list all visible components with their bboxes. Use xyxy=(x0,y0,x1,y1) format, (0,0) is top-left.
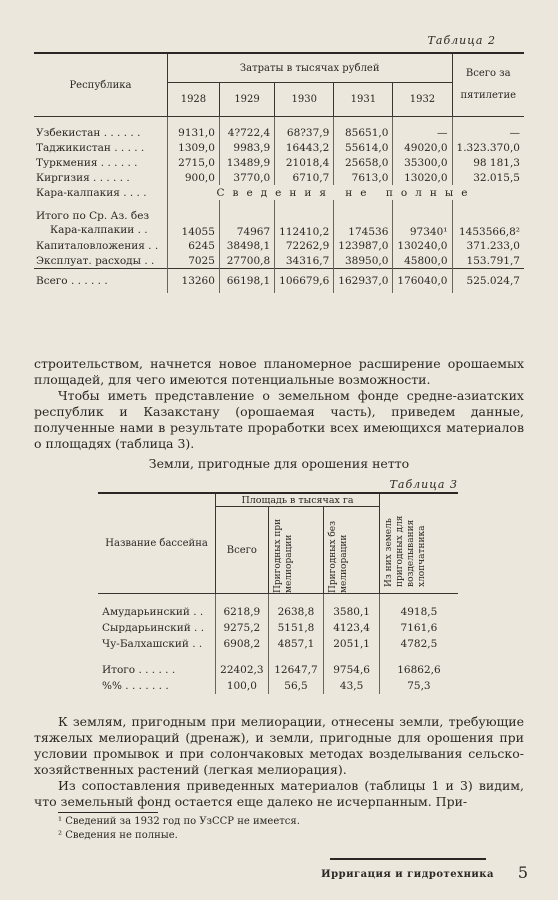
row-name: Сырдарьинский . . xyxy=(98,620,216,636)
table-row xyxy=(34,208,524,238)
table-row xyxy=(34,185,524,200)
row-value: 35300,0 xyxy=(393,155,452,170)
row-value: 3580,1 xyxy=(324,604,379,620)
row-value: 9983,9 xyxy=(219,140,274,155)
row-value: 4857,1 xyxy=(268,636,324,652)
row-value: 21018,4 xyxy=(275,155,334,170)
row-value: 106679,6 xyxy=(275,269,334,294)
row-value: 2638,8 xyxy=(268,604,324,620)
page-number: 5 xyxy=(517,863,528,882)
header-basin: Название бассейна xyxy=(98,494,216,594)
row-value: 14055 xyxy=(167,208,219,238)
lands-table xyxy=(98,494,458,694)
row-value: 1453566,8² xyxy=(459,226,520,238)
row-value: 38498,1 xyxy=(219,238,274,253)
row-value: — xyxy=(393,125,452,140)
table-row xyxy=(98,678,458,694)
row-value: 2715,0 xyxy=(167,155,219,170)
table-row xyxy=(98,662,458,678)
row-value: 66198,1 xyxy=(219,269,274,294)
table-row xyxy=(34,170,524,185)
row-value: 32.015,5 xyxy=(473,171,520,184)
row-value: 55614,0 xyxy=(334,140,393,155)
row-value: 4123,4 xyxy=(324,620,379,636)
header-year: 1928 xyxy=(167,83,219,117)
table-row xyxy=(98,620,458,636)
row-value: 75,3 xyxy=(407,680,431,692)
row-value: 6218,9 xyxy=(216,604,268,620)
header-area: Площадь в тысячах га xyxy=(216,494,380,507)
row-value: 56,5 xyxy=(268,678,324,694)
row-value: 85651,0 xyxy=(334,125,393,140)
row-value: 45800,0 xyxy=(393,253,452,269)
row-value: 49020,0 xyxy=(393,140,452,155)
table3-caption: Таблица 3 xyxy=(389,478,458,491)
footer-rule xyxy=(330,858,486,860)
row-value: 27700,8 xyxy=(219,253,274,269)
row-value: 4782,5 xyxy=(400,638,438,650)
row-value: 7025 xyxy=(167,253,219,269)
row-value: 68?37,9 xyxy=(275,125,334,140)
paragraph-2: Чтобы иметь представление о земельном фонде средне-азиатских республик и Казакстану (орошаемая часть), приведем данные, полученные нами в результате проработки всех имеющихся материалов о площадях (таблица 3). xyxy=(34,388,524,451)
row-value: 34316,7 xyxy=(275,253,334,269)
row-value: 130240,0 xyxy=(393,238,452,253)
row-value: 4918,5 xyxy=(400,606,438,618)
row-name: Капиталовложения . . xyxy=(34,238,167,253)
row-name: %% . . . . . . . xyxy=(98,678,216,694)
table-row xyxy=(34,155,524,170)
row-value: 6710,7 xyxy=(275,170,334,185)
table-row xyxy=(34,238,524,253)
row-value: 97340¹ xyxy=(393,208,452,238)
row-value: 6245 xyxy=(167,238,219,253)
row-value: 12647,7 xyxy=(268,662,324,678)
row-value: 371.233,0 xyxy=(466,239,520,252)
row-value: 153.791,7 xyxy=(466,254,520,267)
row-value: 7613,0 xyxy=(334,170,393,185)
header-with-melioration: Пригодных при мелиорации xyxy=(268,507,324,594)
row-value: 74967 xyxy=(219,208,274,238)
header-year: 1932 xyxy=(393,83,452,117)
row-name: Таджикистан . . . . . xyxy=(34,140,167,155)
header-costs: Затраты в тысячах рублей xyxy=(167,54,452,83)
table-row xyxy=(98,636,458,652)
row-value: 174536 xyxy=(334,208,393,238)
costs-table xyxy=(34,54,524,293)
row-value: 4?722,4 xyxy=(219,125,274,140)
row-value: 13489,9 xyxy=(219,155,274,170)
row-value: 9754,6 xyxy=(324,662,379,678)
row-value: 5151,8 xyxy=(268,620,324,636)
row-value: 1.323.370,0 xyxy=(456,141,520,154)
row-name: Эксплуат. расходы . . xyxy=(34,253,167,269)
table3-heading: Земли, пригодные для орошения нетто xyxy=(148,456,410,471)
row-value: 900,0 xyxy=(167,170,219,185)
row-name: Киргизия . . . . . . xyxy=(34,170,167,185)
paragraph-3: К землям, пригодным при мелиорации, отнесены земли, требующие тяжелых мелиораций (дренаж), и земли, пригодные для орошения при условии промывок и при солончаковых методах возделывания сельско-хозяйственных растений (легкая мелиорация). xyxy=(34,714,524,777)
row-value: 9131,0 xyxy=(167,125,219,140)
row-value: 72262,9 xyxy=(275,238,334,253)
paragraph-4: Из сопоставления приведенных материалов (таблицы 1 и 3) видим, что земельный фонд остается еще далеко не исчерпанным. При- xyxy=(34,778,524,809)
row-name-line-2: Кара-калпакии . . xyxy=(50,224,148,236)
table-row xyxy=(34,253,524,269)
row-value: 162937,0 xyxy=(334,269,393,294)
row-value: 3770,0 xyxy=(219,170,274,185)
row-value: 16862,6 xyxy=(397,664,441,676)
row-name: Кара-калпакия . . . . xyxy=(34,185,167,200)
row-name: Всего . . . . . . xyxy=(34,269,167,294)
row-value: 100,0 xyxy=(216,678,268,694)
row-value: 43,5 xyxy=(324,678,379,694)
footnote-rule xyxy=(58,812,158,813)
table-row xyxy=(34,140,524,155)
header-without-melioration: Пригодных без мелиорации xyxy=(324,507,379,594)
row-value: 6908,2 xyxy=(216,636,268,652)
table2-caption: Таблица 2 xyxy=(427,34,496,47)
row-value: 16443,2 xyxy=(275,140,334,155)
row-name: Чу-Балхашский . . xyxy=(98,636,216,652)
table-row xyxy=(34,125,524,140)
incomplete-note: Сведения не полные xyxy=(216,186,476,199)
row-value: 2051,1 xyxy=(324,636,379,652)
row-value: 112410,2 xyxy=(275,208,334,238)
header-republic: Республика xyxy=(34,54,167,117)
running-footer: Ирригация и гидротехника xyxy=(321,869,494,880)
header-year: 1929 xyxy=(219,83,274,117)
table-row xyxy=(98,604,458,620)
row-name: Туркмения . . . . . . xyxy=(34,155,167,170)
row-value: 25658,0 xyxy=(334,155,393,170)
paragraph-1: строительством, начнется новое планомерное расширение орошаемых площадей, для чего имеются потенциальные возможности. xyxy=(34,356,524,387)
row-value: 13260 xyxy=(167,269,219,294)
row-value: 7161,6 xyxy=(400,622,438,634)
row-value: 38950,0 xyxy=(334,253,393,269)
header-total: Всего за пятилетие xyxy=(452,54,524,117)
footnote-1: ¹ Сведений за 1932 год по УзССР не имеется. xyxy=(58,816,300,827)
row-value: 22402,3 xyxy=(216,662,268,678)
header-total-area: Всего xyxy=(216,507,268,594)
row-name-line-1: Итого по Ср. Аз. без xyxy=(36,210,150,222)
row-name: Итого . . . . . . xyxy=(98,662,216,678)
row-value: 176040,0 xyxy=(393,269,452,294)
row-value: 98 181,3 xyxy=(473,156,520,169)
row-value: 13020,0 xyxy=(393,170,452,185)
table-row xyxy=(34,269,524,294)
header-year: 1931 xyxy=(334,83,393,117)
row-value: 123987,0 xyxy=(334,238,393,253)
header-year: 1930 xyxy=(275,83,334,117)
row-value: — xyxy=(509,126,520,139)
row-name: Амударьинский . . xyxy=(98,604,216,620)
footnote-2: ² Сведения не полные. xyxy=(58,830,178,841)
row-name: Узбекистан . . . . . . xyxy=(34,125,167,140)
row-value: 1309,0 xyxy=(167,140,219,155)
header-cotton: Из них земель пригодных для возделывания хлопчатника xyxy=(379,494,458,594)
row-name xyxy=(34,208,167,238)
row-value: 525.024,7 xyxy=(452,269,524,294)
row-value: 9275,2 xyxy=(216,620,268,636)
